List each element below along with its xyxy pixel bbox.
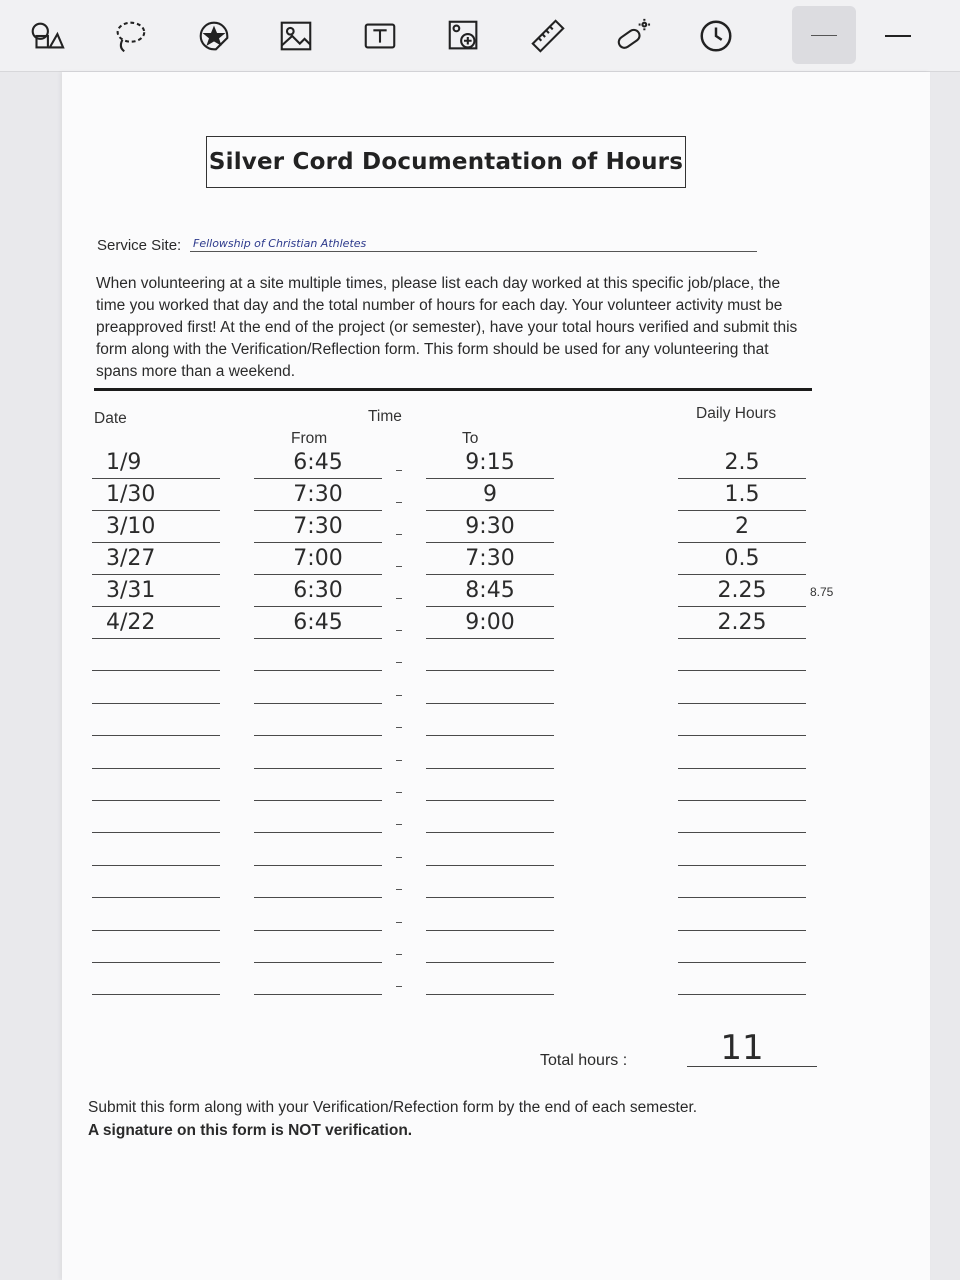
from-cell: 6:45 (293, 450, 343, 475)
time-separator (396, 824, 402, 825)
date-cell: 3/31 (106, 578, 156, 603)
time-separator (396, 954, 402, 955)
time-separator (396, 922, 402, 923)
total-hours-value: 11 (720, 1028, 764, 1068)
to-cell: 9:00 (465, 610, 515, 635)
time-separator (396, 598, 402, 599)
to-line (426, 638, 554, 639)
clock-icon[interactable] (694, 14, 738, 58)
from-line (254, 865, 382, 866)
from-line (254, 994, 382, 995)
time-separator (396, 502, 402, 503)
time-separator (396, 857, 402, 858)
date-line (92, 865, 220, 866)
from-line (254, 574, 382, 575)
date-line (92, 735, 220, 736)
date-line (92, 478, 220, 479)
date-cell: 1/30 (106, 482, 156, 507)
date-cell: 4/22 (106, 610, 156, 635)
side-note: 8.75 (810, 585, 834, 599)
date-line (92, 510, 220, 511)
date-line (92, 994, 220, 995)
from-cell: 7:30 (293, 482, 343, 507)
to-line (426, 606, 554, 607)
date-line (92, 542, 220, 543)
from-line (254, 638, 382, 639)
date-cell: 3/10 (106, 514, 156, 539)
time-separator (396, 727, 402, 728)
date-header: Date (94, 410, 127, 427)
date-line (92, 768, 220, 769)
hours-line (678, 574, 806, 575)
time-separator (396, 760, 402, 761)
hours-line (678, 865, 806, 866)
hours-cell: 2.25 (717, 610, 767, 635)
image-icon[interactable] (274, 14, 318, 58)
from-line (254, 542, 382, 543)
hours-line (678, 735, 806, 736)
from-cell: 7:30 (293, 514, 343, 539)
from-cell: 7:00 (293, 546, 343, 571)
date-line (92, 606, 220, 607)
date-cell: 1/9 (106, 450, 142, 475)
form-title: Silver Cord Documentation of Hours (208, 149, 684, 175)
from-line (254, 897, 382, 898)
hours-line (678, 606, 806, 607)
shapes-icon[interactable] (24, 14, 68, 58)
from-line (254, 703, 382, 704)
time-separator (396, 470, 402, 471)
from-cell: 6:30 (293, 578, 343, 603)
text-box-icon[interactable] (358, 14, 402, 58)
hours-line (678, 670, 806, 671)
hours-line (678, 542, 806, 543)
to-line (426, 768, 554, 769)
date-line (92, 930, 220, 931)
from-line (254, 768, 382, 769)
service-site-label: Service Site: (97, 237, 182, 254)
to-cell: 9 (483, 482, 497, 507)
hours-line (678, 800, 806, 801)
time-separator (396, 662, 402, 663)
pen-thick-icon[interactable] (876, 14, 920, 58)
service-site-value: Fellowship of Christian Athletes (193, 237, 367, 250)
date-line (92, 897, 220, 898)
form-page (62, 72, 930, 1280)
to-line (426, 670, 554, 671)
to-line (426, 478, 554, 479)
to-cell: 9:30 (465, 514, 515, 539)
date-line (92, 574, 220, 575)
hours-cell: 2.25 (717, 578, 767, 603)
lasso-icon[interactable] (108, 14, 152, 58)
hours-cell: 2 (735, 514, 749, 539)
hours-line (678, 994, 806, 995)
from-line (254, 670, 382, 671)
from-line (254, 510, 382, 511)
hours-line (678, 703, 806, 704)
daily-hours-header: Daily Hours (696, 405, 777, 422)
footer-line-1: Submit this form along with your Verification/Refection form by the end of each semester. (88, 1099, 698, 1116)
form-title-box (206, 136, 686, 188)
image-search-icon[interactable] (442, 14, 486, 58)
footer-note (88, 1096, 828, 1142)
hours-line (678, 897, 806, 898)
time-separator (396, 986, 402, 987)
to-line (426, 800, 554, 801)
hours-cell: 1.5 (724, 482, 760, 507)
to-line (426, 962, 554, 963)
to-line (426, 930, 554, 931)
date-line (92, 962, 220, 963)
hours-line (678, 962, 806, 963)
to-line (426, 510, 554, 511)
to-line (426, 735, 554, 736)
date-cell: 3/27 (106, 546, 156, 571)
sticker-icon[interactable] (192, 14, 236, 58)
time-header: Time (368, 408, 402, 425)
ruler-icon[interactable] (526, 14, 570, 58)
time-separator (396, 889, 402, 890)
to-line (426, 542, 554, 543)
hours-line (678, 832, 806, 833)
from-line (254, 962, 382, 963)
to-cell: 8:45 (465, 578, 515, 603)
hours-line (678, 930, 806, 931)
to-line (426, 574, 554, 575)
time-separator (396, 566, 402, 567)
to-cell: 9:15 (465, 450, 515, 475)
to-line (426, 832, 554, 833)
total-hours-label: Total hours : (540, 1052, 628, 1069)
instructions-text: When volunteering at a site multiple times, please list each day worked at this specific job/place, the time you worked that day and the total number of hours for each day. Your volunteer activity must be preapproved first! At the end of the project (or semester), have your total hours verified and submit this form along with the Verification/Reflection form. This form should be used for any volunteering that spans more than a weekend. (96, 275, 798, 380)
to-header: To (462, 430, 479, 447)
eraser-icon[interactable] (610, 14, 654, 58)
from-line (254, 735, 382, 736)
hours-cell: 2.5 (724, 450, 760, 475)
time-separator (396, 534, 402, 535)
from-header: From (291, 430, 328, 447)
drawing-toolbar (0, 0, 960, 72)
service-site-line (190, 251, 757, 252)
footer-line-2: A signature on this form is NOT verification. (88, 1122, 413, 1139)
hours-line (678, 768, 806, 769)
date-line (92, 703, 220, 704)
hours-line (678, 478, 806, 479)
service-site-row (97, 232, 757, 254)
from-line (254, 832, 382, 833)
time-separator (396, 792, 402, 793)
to-cell: 7:30 (465, 546, 515, 571)
time-separator (396, 695, 402, 696)
date-line (92, 832, 220, 833)
header-divider (94, 388, 812, 391)
from-line (254, 606, 382, 607)
from-line (254, 800, 382, 801)
from-cell: 6:45 (293, 610, 343, 635)
to-line (426, 703, 554, 704)
hours-cell: 0.5 (724, 546, 760, 571)
date-line (92, 800, 220, 801)
to-line (426, 897, 554, 898)
hours-line (678, 510, 806, 511)
pen-thin-icon[interactable] (792, 6, 856, 64)
to-line (426, 865, 554, 866)
time-separator (396, 630, 402, 631)
date-line (92, 670, 220, 671)
hours-line (678, 638, 806, 639)
date-line (92, 638, 220, 639)
from-line (254, 478, 382, 479)
to-line (426, 994, 554, 995)
from-line (254, 930, 382, 931)
